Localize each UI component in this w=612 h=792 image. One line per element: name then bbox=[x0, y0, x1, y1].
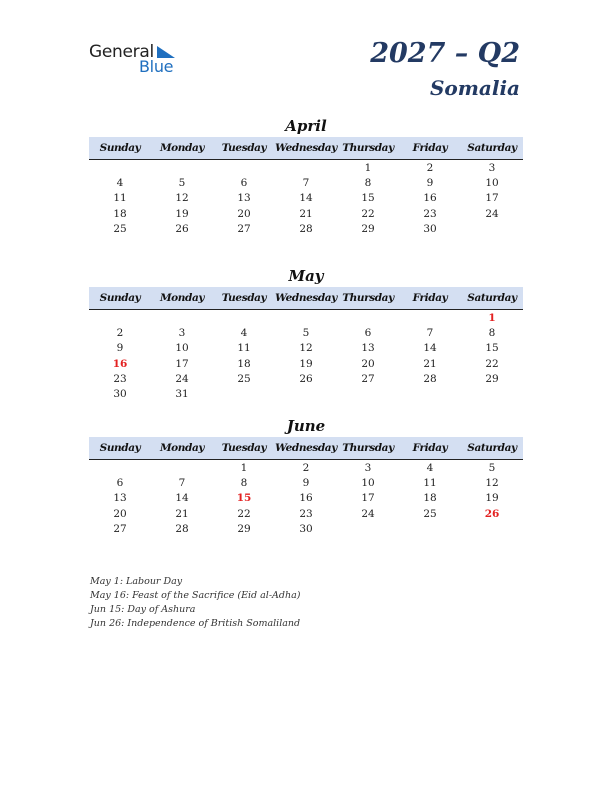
day-cell: 16 bbox=[423, 192, 437, 205]
day-cell bbox=[275, 311, 337, 326]
day-cell bbox=[89, 461, 151, 476]
day-cell: 26 bbox=[484, 507, 500, 520]
day-cell bbox=[461, 387, 523, 402]
weeks-grid bbox=[89, 311, 523, 402]
day-cell: 13 bbox=[361, 342, 375, 355]
holiday-note: Jun 26: Independence of British Somaliland bbox=[90, 618, 301, 629]
day-cell: 9 bbox=[426, 177, 434, 190]
day-cell bbox=[337, 311, 399, 326]
day-cell: 31 bbox=[175, 387, 189, 400]
day-cell: 7 bbox=[426, 327, 434, 340]
day-cell: 15 bbox=[361, 192, 375, 205]
day-cell: 8 bbox=[240, 477, 248, 490]
day-cell: 29 bbox=[361, 222, 375, 235]
day-cell: 25 bbox=[113, 222, 127, 235]
day-cell: 19 bbox=[485, 492, 499, 505]
week-row bbox=[89, 207, 523, 222]
logo-text-blue: Blue bbox=[139, 57, 174, 76]
weekday-label: Sunday bbox=[99, 442, 141, 454]
week-row bbox=[89, 507, 523, 522]
holiday-notes bbox=[90, 575, 300, 631]
week-row bbox=[89, 372, 523, 387]
day-cell bbox=[213, 311, 275, 326]
day-cell: 5 bbox=[302, 327, 310, 340]
weekday-label: Thursday bbox=[342, 292, 394, 304]
day-cell: 16 bbox=[112, 357, 128, 370]
day-cell: 23 bbox=[113, 372, 127, 385]
day-cell: 23 bbox=[299, 507, 313, 520]
day-cell: 18 bbox=[423, 492, 437, 505]
day-cell: 25 bbox=[237, 372, 251, 385]
day-cell: 10 bbox=[485, 177, 499, 190]
month-name: May bbox=[288, 267, 324, 285]
day-cell: 22 bbox=[485, 357, 499, 370]
day-cell bbox=[275, 387, 337, 402]
weekday-label: Thursday bbox=[342, 142, 394, 154]
day-cell: 29 bbox=[485, 372, 499, 385]
week-row bbox=[89, 161, 523, 176]
day-cell: 6 bbox=[364, 327, 372, 340]
day-cell: 3 bbox=[178, 327, 186, 340]
day-cell: 1 bbox=[488, 312, 496, 324]
day-cell bbox=[275, 161, 337, 176]
weekday-label: Tuesday bbox=[221, 442, 267, 454]
month-april bbox=[89, 116, 523, 237]
day-cell bbox=[399, 387, 461, 402]
weeks-grid bbox=[89, 161, 523, 237]
week-row bbox=[89, 387, 523, 402]
day-cell: 26 bbox=[299, 372, 313, 385]
day-cell: 9 bbox=[302, 477, 310, 490]
day-cell: 24 bbox=[175, 372, 189, 385]
week-row bbox=[89, 522, 523, 537]
day-cell: 18 bbox=[113, 207, 127, 220]
day-cell bbox=[399, 522, 461, 537]
month-name: June bbox=[286, 417, 326, 435]
day-cell: 1 bbox=[364, 162, 372, 174]
day-cell: 13 bbox=[113, 492, 127, 505]
weekday-label: Monday bbox=[159, 442, 205, 454]
day-cell bbox=[213, 387, 275, 402]
day-cell: 21 bbox=[175, 507, 189, 520]
weekday-label: Wednesday bbox=[275, 142, 337, 154]
day-cell: 21 bbox=[423, 357, 437, 370]
week-row bbox=[89, 222, 523, 237]
weekday-label: Friday bbox=[412, 442, 448, 454]
day-cell bbox=[399, 311, 461, 326]
day-cell: 4 bbox=[240, 327, 248, 340]
day-cell: 15 bbox=[485, 342, 499, 355]
weekday-label: Sunday bbox=[99, 142, 141, 154]
day-cell: 22 bbox=[361, 207, 375, 220]
day-cell: 14 bbox=[175, 492, 189, 505]
day-cell bbox=[151, 161, 213, 176]
month-name: April bbox=[285, 117, 327, 135]
day-cell: 19 bbox=[175, 207, 189, 220]
day-cell: 28 bbox=[175, 522, 189, 535]
day-cell: 14 bbox=[423, 342, 437, 355]
weekday-header-row bbox=[89, 137, 523, 160]
weekday-label: Saturday bbox=[467, 142, 517, 154]
day-cell bbox=[337, 522, 399, 537]
day-cell: 15 bbox=[236, 492, 252, 505]
holiday-note: May 16: Feast of the Sacrifice (Eid al-Adha) bbox=[90, 590, 301, 601]
day-cell: 18 bbox=[237, 357, 251, 370]
day-cell: 3 bbox=[364, 462, 372, 474]
day-cell: 6 bbox=[240, 177, 248, 190]
day-cell: 2 bbox=[116, 327, 124, 340]
logo-text-general: General bbox=[89, 42, 154, 62]
day-cell: 17 bbox=[485, 192, 499, 205]
month-june bbox=[89, 416, 523, 537]
day-cell: 30 bbox=[299, 522, 313, 535]
day-cell: 11 bbox=[113, 192, 127, 205]
day-cell bbox=[151, 461, 213, 476]
day-cell bbox=[213, 161, 275, 176]
day-cell: 8 bbox=[364, 177, 372, 190]
day-cell: 30 bbox=[423, 222, 437, 235]
weekday-label: Sunday bbox=[99, 292, 141, 304]
holiday-note: May 1: Labour Day bbox=[90, 576, 183, 587]
weekday-label: Saturday bbox=[467, 442, 517, 454]
day-cell: 4 bbox=[116, 177, 124, 190]
weekday-header-row bbox=[89, 287, 523, 310]
day-cell: 24 bbox=[361, 507, 375, 520]
day-cell: 29 bbox=[237, 522, 251, 535]
day-cell: 10 bbox=[361, 477, 375, 490]
day-cell: 3 bbox=[488, 162, 496, 174]
day-cell bbox=[89, 311, 151, 326]
day-cell: 19 bbox=[299, 357, 313, 370]
day-cell: 12 bbox=[485, 477, 499, 490]
day-cell: 16 bbox=[299, 492, 313, 505]
weekday-label: Friday bbox=[412, 292, 448, 304]
week-row bbox=[89, 311, 523, 326]
weekday-label: Wednesday bbox=[275, 292, 337, 304]
weekday-label: Saturday bbox=[467, 292, 517, 304]
day-cell: 27 bbox=[361, 372, 375, 385]
day-cell: 5 bbox=[178, 177, 186, 190]
day-cell: 6 bbox=[116, 477, 124, 490]
day-cell: 27 bbox=[113, 522, 127, 535]
day-cell: 14 bbox=[299, 192, 313, 205]
day-cell: 8 bbox=[488, 327, 496, 340]
weekday-label: Thursday bbox=[342, 442, 394, 454]
day-cell: 17 bbox=[175, 357, 189, 370]
weekday-label: Tuesday bbox=[221, 142, 267, 154]
logo bbox=[89, 42, 189, 76]
day-cell: 12 bbox=[175, 192, 189, 205]
week-row bbox=[89, 491, 523, 506]
day-cell: 13 bbox=[237, 192, 251, 205]
day-cell bbox=[461, 522, 523, 537]
week-row bbox=[89, 341, 523, 356]
day-cell: 28 bbox=[423, 372, 437, 385]
day-cell: 28 bbox=[299, 222, 313, 235]
weekday-label: Monday bbox=[159, 292, 205, 304]
week-row bbox=[89, 326, 523, 341]
day-cell: 11 bbox=[423, 477, 437, 490]
weekday-label: Friday bbox=[412, 142, 448, 154]
day-cell: 4 bbox=[426, 462, 434, 474]
day-cell: 1 bbox=[240, 462, 248, 474]
day-cell: 10 bbox=[175, 342, 189, 355]
day-cell bbox=[337, 387, 399, 402]
page-title: 2027 – Q2 bbox=[370, 38, 520, 69]
week-row bbox=[89, 191, 523, 206]
day-cell bbox=[89, 161, 151, 176]
day-cell: 17 bbox=[361, 492, 375, 505]
week-row bbox=[89, 461, 523, 476]
day-cell: 27 bbox=[237, 222, 251, 235]
day-cell: 12 bbox=[299, 342, 313, 355]
day-cell: 2 bbox=[426, 162, 434, 174]
day-cell: 20 bbox=[361, 357, 375, 370]
day-cell bbox=[461, 222, 523, 237]
day-cell: 25 bbox=[423, 507, 437, 520]
day-cell: 20 bbox=[237, 207, 251, 220]
day-cell bbox=[151, 311, 213, 326]
day-cell: 2 bbox=[302, 462, 310, 474]
day-cell: 22 bbox=[237, 507, 251, 520]
day-cell: 7 bbox=[302, 177, 310, 190]
day-cell: 20 bbox=[113, 507, 127, 520]
month-may bbox=[89, 266, 523, 402]
day-cell: 24 bbox=[485, 207, 499, 220]
day-cell: 23 bbox=[423, 207, 437, 220]
day-cell: 7 bbox=[178, 477, 186, 490]
day-cell: 21 bbox=[299, 207, 313, 220]
weeks-grid bbox=[89, 461, 523, 537]
day-cell: 5 bbox=[488, 462, 496, 474]
day-cell: 26 bbox=[175, 222, 189, 235]
day-cell: 9 bbox=[116, 342, 124, 355]
holiday-note: Jun 15: Day of Ashura bbox=[90, 604, 196, 615]
day-cell: 11 bbox=[237, 342, 251, 355]
weekday-header-row bbox=[89, 437, 523, 460]
week-row bbox=[89, 176, 523, 191]
weekday-label: Wednesday bbox=[275, 442, 337, 454]
week-row bbox=[89, 476, 523, 491]
day-cell: 30 bbox=[113, 387, 127, 400]
week-row bbox=[89, 357, 523, 372]
weekday-label: Monday bbox=[159, 142, 205, 154]
country-name: Somalia bbox=[429, 76, 520, 100]
weekday-label: Tuesday bbox=[221, 292, 267, 304]
